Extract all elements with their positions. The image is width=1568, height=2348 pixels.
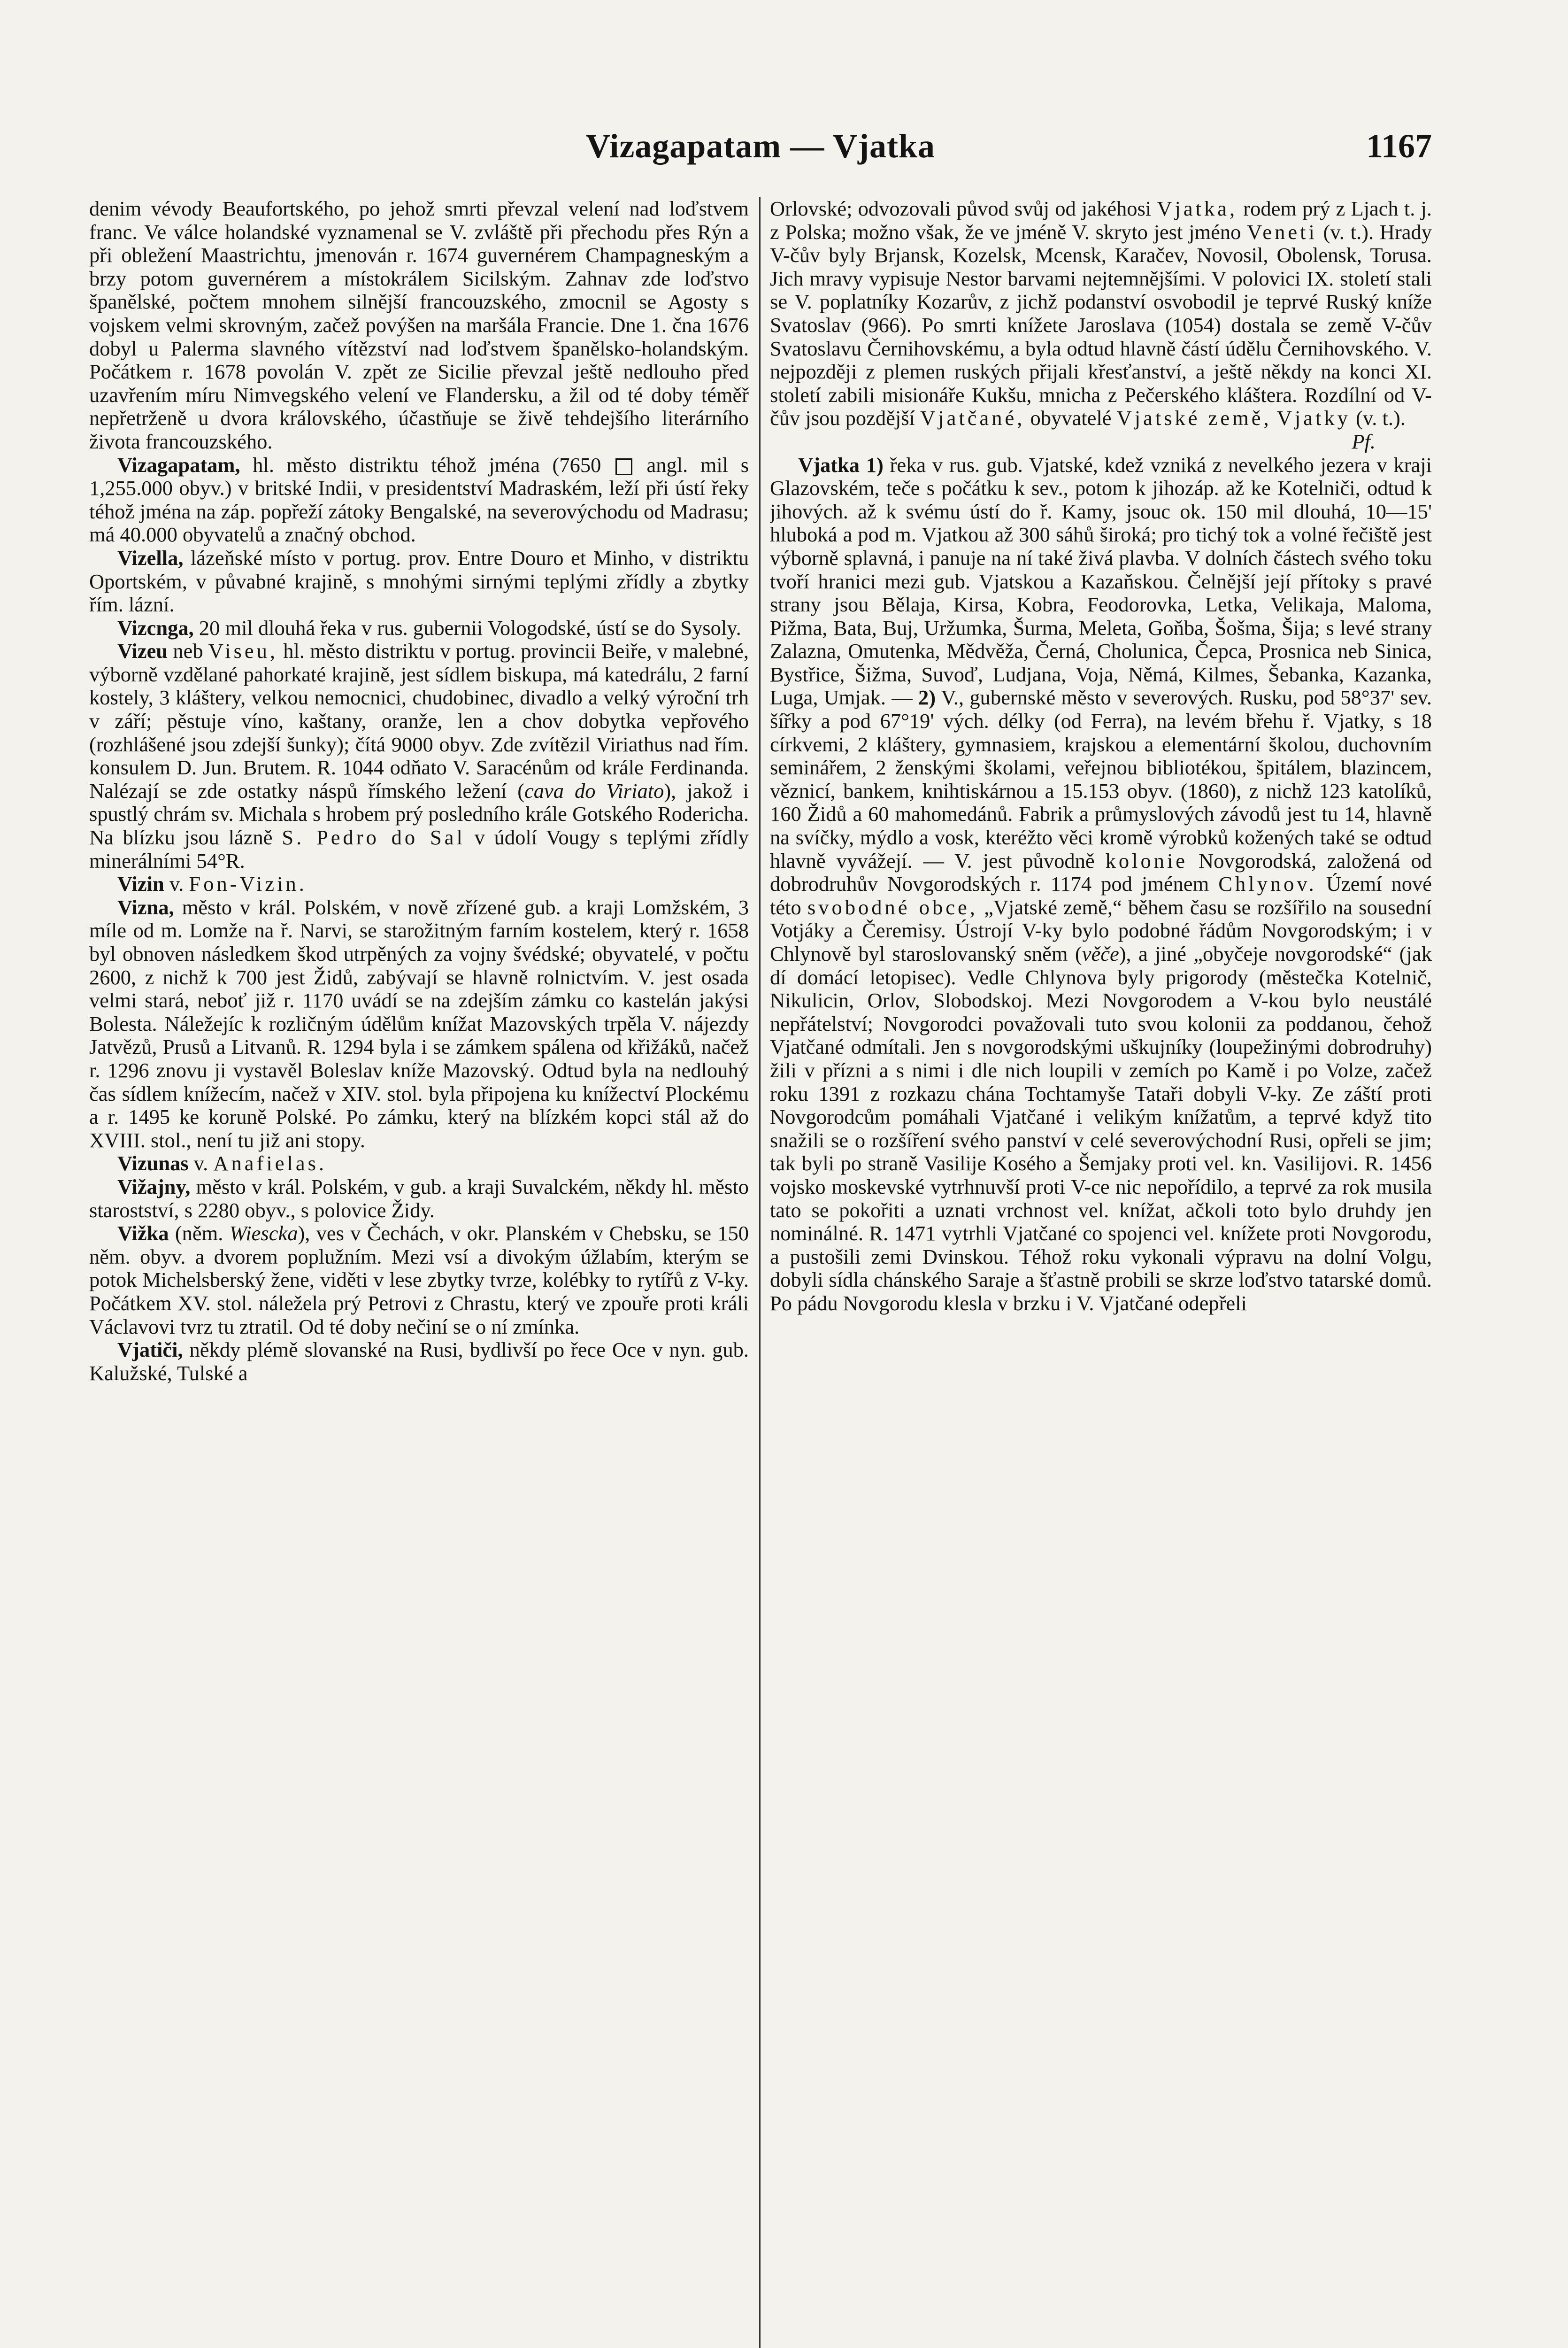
entry-vizella xyxy=(89,547,749,617)
entry-vizna xyxy=(89,896,749,1152)
italic-term: Wiescka xyxy=(229,1221,298,1245)
page-header xyxy=(89,127,1432,178)
headword: Vizna, xyxy=(117,895,174,919)
paragraph-continued: denim vévody Beaufortského, po jehož smrti převzal velení nad loďstvem franc. Ve válce holandské vyznamenal se V. zvláště při přechodu přes Rýn a při obležení Maastrichtu, jmenován r. 1674 guvernérem Champagneským a brzy potom guvernérem a místokrálem Sicilským. Zahnav zde loďstvo španělské, počtem mnohem silnější francouzského, zmocnil se Agosty s vojskem velmi skrovným, začež povýšen na maršála Francie. Dne 1. čna 1676 dobyl u Palerma slavného vítězství nad loďstvem španělsko-holandským. Počátkem r. 1678 povolán V. zpět ze Sicilie převzal ještě nedlouho před uzavřením míru Nimvegského velení ve Flandersku, a žil od té doby téměř nepřetrženě u dvora královského, účastňuje se živě tehdejšího literárního života francouzského. xyxy=(89,197,749,453)
entry-text: hl. město distriktu téhož jména (7650 xyxy=(253,453,601,477)
entry-text: 20 mil dlouhá řeka v rus. gubernii Vologodské, ústí se do Sysoly. xyxy=(199,616,741,640)
spaced-term: Vjatky xyxy=(1276,406,1351,430)
entry-vizka xyxy=(89,1222,749,1338)
cross-reference: Anafielas. xyxy=(213,1151,327,1175)
entry-text: (v. t.). Hrady V-čův byly Brjansk, Kozelsk, Mcensk, Karačev, Novosil, Obolensk, Torusa. Jich mravy vypisuje Nestor barvami nejtemnějšími. V polovici IX. století stali se V. poplatníky Kozarův, z jichž podanství osvobodil je teprvé Ruský kníže Svatoslav (966). Po smrti knížete Jaroslava (1054) dostala se země V-čův Svatoslavu Černihovskému, a byla odtud hlavně částí údělu Černihovského. V. nejpozději z plemen ruských přijali křesťanství, a ještě někdy na konci XI. století zabili misionáře Kukšu, mnicha z Pečerského kláštera. Rozdílní od V-čův jsou pozdější xyxy=(770,220,1432,430)
entry-text: hl. město distriktu v portug. provincii Beiře, v malebné, výborně vzdělané pahorkaté krajině, jest sídlem biskupa, má katedrálu, 2 farní kostely, 3 kláštery, velkou nemocnici, chudobinec, divadlo a velký výroční trh v září; pěstuje víno, kaštany, oranže, len a chov dobytka vepřového (rozhlášené jsou zdejší šunky); čítá 9000 obyv. Zde zvítězil Viriathus nad řím. konsulem D. Jun. Brutem. R. 1044 odňato V. Saracénům od krále Ferdinanda. Nalézají se zde ostatky náspů římského ležení ( xyxy=(89,639,749,803)
entry-vizin xyxy=(89,873,749,896)
entry-vizunas xyxy=(89,1152,749,1175)
headword: Vižka xyxy=(117,1221,169,1245)
author-signature: Pf. xyxy=(1352,429,1376,453)
entry-text: řeka v rus. gub. Vjatské, kdež vzniká z nevelkého jezera v kraji Glazovském, teče s počátku k sev., potom k jihozáp. až ke Kotelniči, odtud k jihových. až k svému ústí do ř. Kamy, jsouc ok. 150 mil dlouhá, 10—15' hluboká a pod m. Vjatkou až 300 sáhů široká; pro tichý tok a volné řečiště jest výborně splavná, i panuje na ní také živá plavba. V dolních částech svého toku tvoří hranici mezi gub. Vjatskou a Kazaňskou. Čelnější její přítoky s pravé strany jsou Bělaja, Kirsa, Kobra, Feodorovka, Letka, Velikaja, Maloma, Pižma, Bata, Buj, Uržumka, Šurma, Meleta, Goňba, Šošma, Šija; s levé strany Zalazna, Omutenka, Mědvěža, Černá, Cholunica, Čepca, Prosnica neb Sinica, Bystřice, Šižma, Suvoď, Ludjana, Voja, Němá, Kilmes, Šebanka, Kazanka, Luga, Umjak. — xyxy=(770,453,1432,710)
entry-vjatici xyxy=(89,1338,749,1385)
spaced-term: Veneti xyxy=(1247,220,1317,244)
page-number: 1167 xyxy=(1366,127,1432,165)
headword: Vizin xyxy=(117,872,164,896)
sub-number: 2) xyxy=(918,686,936,710)
entry-text: neb xyxy=(173,639,203,663)
spaced-term: svobodné obce, xyxy=(807,895,978,919)
spaced-term: Vjatčané, xyxy=(920,406,1025,430)
spaced-term: kolonie xyxy=(1105,849,1188,873)
entry-text: Orlovské; odvozovali původ svůj od jakéhosi xyxy=(770,197,1152,220)
entry-text: někdy plémě slovanské na Rusi, bydlivší po řece Oce v nyn. gub. Kalužské, Tulské a xyxy=(89,1338,749,1385)
entry-text: angl. mil s 1,255.000 obyv.) v britské Indii, v presidentství Madraském, leží při ústí řeky téhož jména na záp. popřeží zátoky Bengalské, na severovýchodu od Madrasu; má 40.000 obyvatelů a značný obchod. xyxy=(89,453,749,547)
spaced-term: Vjatské země, xyxy=(1116,406,1272,430)
entry-text: Novgorodská, založená od dobrodruhův Novgorodských r. 1174 pod jménem xyxy=(770,849,1432,896)
spaced-term: Chlynov. xyxy=(1218,872,1317,896)
entry-text: ), a jiné „obyčeje novgorodské“ (jak dí domácí letopisec). Vedle Chlynova byly prigorody (městečka Kotelnič, Nikulicin, Orlov, Slobodskoj. Mezi Novgorodem a V-kou bylo neustálé nepřátelství; Novgorodci považovali tuto svou kolonii za poddanou, čehož Vjatčané odmítali. Jen s novgorodskými uškujníky (loupežinými dobrodruhy) žili v přízni a s nimi i dle nich loupili v zemích po Kamě i po Volze, začež roku 1391 z rozkazu chána Tochtamyše Tataři dobyli V-ky. Ze záští proti Novgorodcům pomáhali Vjatčané i velikým knížatům, a teprvé když tito snažili se o rozšíření svého panství v celé severovýchodní Rusi, opřeli se jim; tak byli po straně Vasilije Kosého a Šemjaky proti vel. kn. Vasilijovi. R. 1456 vojsko moskevské vytrhnuvší proti V-ce nic nepořídilo, a teprvé za rok musila tato se pokořiti a uznati vrchnost vel. knížat, ačkoli toto bylo druhdy jen nominálné. R. 1471 vytrhli Vjatčané co spojenci vel. knížete proti Novgorodu, a pustošili zemi Dvinskou. Téhož roku vykonali výpravu na dolní Volgu, dobyli sídla chánského Saraje a šťastně probili se skrze loďstvo tatarské domů. Po pádu Novgorodu klesla v brzku i V. Vjatčané odepřeli xyxy=(770,942,1432,1315)
running-title: Vizagapatam — Vjatka xyxy=(586,127,935,165)
italic-term: cava do Viriato xyxy=(524,779,664,803)
entry-text: obyvatelé xyxy=(1030,406,1112,430)
right-column xyxy=(770,197,1432,2348)
spaced-term: Viseu, xyxy=(208,639,278,663)
entry-text: ), jakož i spustlý chrám sv. Michala s hrobem prý posledního krále Gotského Rodericha. Na blízku jsou lázně xyxy=(89,779,749,850)
headword: Vizagapatam, xyxy=(117,453,240,477)
headword: Vizcnga, xyxy=(117,616,194,640)
entry-text: (v. t.). xyxy=(1356,406,1406,430)
entry-text: město v král. Polském, v nově zřízené gub. a kraji Lomžském, 3 míle od m. Lomže na ř. Narvi, se starožitným farním kostelem, který r. 1658 byl obnoven následkem škod utrpěných za vojny švédské; obyvatelé, v počtu 2600, z nichž k 700 jest Židů, zabývají se hlavně rolnictvím. V. jest osada velmi stará, neboť již r. 1170 uvádí se na zdejším zámku co kastelán jakýsi Bolesta. Náležejíc k rozličným údělům knížat Mazovských trpěla V. nájezdy Jatvězů, Prusů a Litvanů. R. 1294 byla i se zámkem spálena od křižáků, načež r. 1296 znovu ji vystavěl Boleslav kníže Mazovský. Odtud byla na nedlouhý čas sídlem knížecím, načež v XIV. stol. byla připojena ku knížectví Plockému a r. 1495 ke koruně Polské. Po zámku, který na blízkém kopci stál až do XVIII. stol., není tu již ani stopy. xyxy=(89,895,749,1152)
column-divider xyxy=(759,197,761,2348)
spaced-term: Vjatka, xyxy=(1157,197,1238,220)
entry-vizagapatam xyxy=(89,454,749,547)
headword: Vizeu xyxy=(117,639,168,663)
entry-vjatka xyxy=(770,454,1432,1315)
spaced-term: S. Pedro do Sal xyxy=(282,826,465,850)
headword: Vjatka 1) xyxy=(798,453,884,477)
entry-vizcnga xyxy=(89,617,749,640)
headword: Vizunas xyxy=(117,1151,189,1175)
entry-text: „Vjatské země,“ během času se rozšířilo na sousední Votjáky a Čeremisy. Ústrojí V-ky bylo podobné řádům Novgorodským; i v Chlynově byl staroslovanský sněm ( xyxy=(770,895,1432,965)
paragraph-continued xyxy=(770,197,1432,454)
headword: Vizella, xyxy=(117,546,184,570)
left-column xyxy=(89,197,749,2348)
cross-reference: Fon-Vizin. xyxy=(189,872,307,896)
entry-text: Území nové této xyxy=(770,872,1432,919)
entry-vizeu xyxy=(89,640,749,873)
entry-text: město v král. Polském, v gub. a kraji Suvalckém, někdy hl. město starostství, s 2280 obyv., s polovice Židy. xyxy=(89,1174,749,1222)
entry-text: v. xyxy=(193,1151,208,1175)
entry-text: ), ves v Čechách, v okr. Planském v Chebsku, se 150 něm. obyv. a dvorem poplužním. Mezi vsí a divokým úžlabím, kterým se potok Michelsberský žene, viděti v lese zbytky tvrze, kolébky to rytířů z V-ky. Počátkem XV. stol. náležela prý Petrovi z Chrastu, který ve zpouře proti králi Václavovi tvrz tu ztratil. Od té doby nečiní se o ní zmínka. xyxy=(89,1221,749,1338)
headword: Vižajny, xyxy=(117,1174,191,1198)
entry-text: v údolí Vougy s teplými zřídly minerálními 54°R. xyxy=(89,826,749,873)
entry-text: (něm. xyxy=(175,1221,223,1245)
entry-text: V., gubernské město v severových. Rusku, pod 58°37' sev. šířky a pod 67°19' vých. délky (od Ferra), na levém břehu ř. Vjatky, s 18 církvemi, 2 kláštery, gymnasiem, krajskou a elementární školou, duchovním seminářem, 2 ženskými školami, veřejnou bibliotékou, špitálem, blazincem, věznicí, bankem, knihtiskárnou a 15.153 obyv. (1860), z nichž 123 katolíků, 160 Židů a 60 mahomedánů. Fabrik a průmyslových závodů jest tu 14, hlavně na svíčky, mýdlo a vosk, kteréžto věci kromě výrobků kožených také se odtud hlavně vyvážejí. — V. jest původně xyxy=(770,686,1432,873)
headword: Vjatiči, xyxy=(117,1338,183,1362)
italic-term: věče xyxy=(1082,942,1119,965)
entry-text: lázeňské místo v portug. prov. Entre Douro et Minho, v distriktu Oportském, v půvabné krajině, s mnohými sirnými teplými zřídly a zbytky řím. lázní. xyxy=(89,546,749,617)
square-mile-symbol xyxy=(615,458,632,475)
entry-text: v. xyxy=(169,872,184,896)
entry-vizajny xyxy=(89,1175,749,1222)
entry-text: rodem prý z Ljach t. j. z Polska; možno však, že ve jméně V. skryto jest jméno xyxy=(770,197,1432,244)
